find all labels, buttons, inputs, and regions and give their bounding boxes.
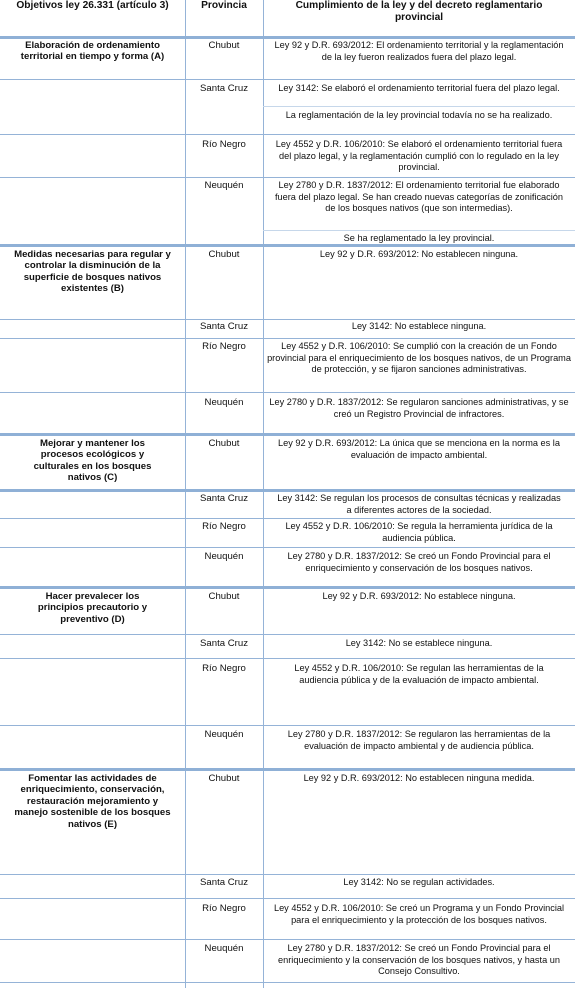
row-province: Río Negro: [202, 521, 246, 532]
row-compliance-text: La reglamentación de la ley provincial todavía no se ha realizado.: [285, 110, 553, 120]
row-province: Chubut: [208, 438, 240, 449]
row-province: Santa Cruz: [200, 877, 248, 888]
row-compliance-text: Ley 3142: Se regulan los procesos de consultas técnicas y realizadas a diferentes actores de la sociedad.: [277, 493, 561, 515]
row-divider: [0, 547, 575, 548]
row-province: Río Negro: [202, 663, 246, 674]
header-province: Provincia: [201, 0, 247, 11]
objective-d: Hacer prevalecer los principios precautorio y preventivo (D): [37, 591, 148, 625]
row-divider: [0, 338, 575, 339]
row-province: Santa Cruz: [200, 493, 248, 504]
row-province: Neuquén: [204, 943, 244, 954]
cell-subdivider: [263, 230, 575, 231]
row-compliance-text: Ley 3142: No se establece ninguna.: [345, 638, 493, 648]
row-compliance-text: Ley 2780 y D.R. 1837/2012: El ordenamiento territorial fue elaborado fuera del plazo legal. Se han creado nuevas categorías de zonificación de los bosques nativos (que son intermedias).: [274, 180, 564, 214]
objective-c: Mejorar y mantener los procesos ecológicos y culturales en los bosques nativos (C): [33, 438, 152, 484]
row-compliance-text: Ley 92 y D.R. 693/2012: No establece ninguna.: [322, 591, 516, 601]
row-compliance-text: Ley 4552 y D.R. 106/2010: Se cumplió con la creación de un Fondo provincial para el enriquecimiento de los bosques nativos, de un Programa de protección, y se fijaron sanciones administrativas.: [267, 341, 571, 375]
row-province: Neuquén: [204, 180, 244, 191]
row-province: Río Negro: [202, 903, 246, 914]
row-divider: [0, 79, 575, 80]
row-compliance-text: Ley 2780 y D.R. 1837/2012: Se creó un Fondo Provincial para el enriquecimiento y conservación de los bosques nativos.: [287, 551, 551, 573]
objective-a: Elaboración de ordenamiento territorial en tiempo y forma (A): [20, 40, 165, 63]
row-compliance-text: Ley 4552 y D.R. 106/2010: Se elaboró el ordenamiento territorial fuera del plazo legal, y la reglamentación cumplió con lo regulado en la ley provincial.: [275, 139, 563, 173]
row-compliance-text: Ley 92 y D.R. 693/2012: No establecen ninguna.: [319, 249, 519, 259]
row-province: Chubut: [208, 773, 240, 784]
section-divider: [0, 433, 575, 436]
row-compliance-text: Ley 3142: No establece ninguna.: [351, 321, 487, 331]
section-divider: [0, 586, 575, 589]
row-divider: [0, 518, 575, 519]
row-province: Neuquén: [204, 397, 244, 408]
row-province: Chubut: [208, 591, 240, 602]
row-compliance-text: Ley 4552 y D.R. 106/2010: Se creó un Programa y un Fondo Provincial para el enriquecimiento y la protección de los bosques nativos.: [273, 903, 565, 925]
row-divider: [0, 725, 575, 726]
row-divider: [0, 939, 575, 940]
section-divider: [0, 489, 575, 492]
row-divider: [0, 177, 575, 178]
row-compliance-text: Ley 2780 y D.R. 1837/2012: Se regularon sanciones administrativas, y se creó un Registro Provincial de infractores.: [269, 397, 569, 419]
row-province: Santa Cruz: [200, 321, 248, 332]
row-divider: [0, 392, 575, 393]
row-province: Neuquén: [204, 729, 244, 740]
row-compliance-text: Ley 92 y D.R. 693/2012: No establecen ninguna medida.: [303, 773, 535, 783]
objective-b: Medidas necesarias para regular y controlar la disminución de la superficie de bosques nativos existentes (B): [14, 249, 171, 295]
row-compliance-text: Ley 4552 y D.R. 106/2010: Se regula la herramienta jurídica de la audiencia pública.: [285, 521, 553, 543]
section-divider: [0, 768, 575, 771]
row-divider: [0, 134, 575, 135]
row-province: Chubut: [208, 40, 240, 51]
row-compliance-text: Ley 92 y D.R. 693/2012: El ordenamiento territorial y la reglamentación de la ley fueron realizados fuera del plazo legal.: [274, 40, 564, 62]
row-compliance-text: Se ha reglamentado la ley provincial.: [343, 233, 495, 243]
row-province: Santa Cruz: [200, 638, 248, 649]
row-province: Neuquén: [204, 551, 244, 562]
row-compliance-text: Ley 4552 y D.R. 106/2010: Se regulan las herramientas de la audiencia pública y de la evaluación de impacto ambiental.: [294, 663, 544, 685]
row-compliance-text: Ley 2780 y D.R. 1837/2012: Se creó un Fondo Provincial para el enriquecimiento y la conservación de los bosques nativos, y hasta un Consejo Consultivo.: [278, 943, 560, 977]
header-compliance: Cumplimiento de la ley y del decreto reglamentario provincial: [295, 0, 543, 23]
row-compliance-text: Ley 2780 y D.R. 1837/2012: Se regularon las herramientas de la evaluación de impacto ambiental y de audiencia pública.: [287, 729, 551, 751]
row-divider: [0, 658, 575, 659]
row-province: Río Negro: [202, 139, 246, 150]
cell-subdivider: [263, 106, 575, 107]
row-divider: [0, 898, 575, 899]
row-compliance-text: Ley 3142: Se elaboró el ordenamiento territorial fuera del plazo legal.: [278, 83, 560, 93]
row-divider: [0, 874, 575, 875]
row-compliance-text: Ley 3142: No se regulan actividades.: [343, 877, 495, 887]
row-divider: [0, 634, 575, 635]
row-divider: [0, 982, 575, 983]
row-divider: [0, 319, 575, 320]
objective-e: Fomentar las actividades de enriquecimiento, conservación, restauración mejoramiento y manejo sostenible de los bosques nativos (E): [14, 773, 171, 830]
header-divider: [0, 36, 575, 39]
row-compliance-text: Ley 92 y D.R. 693/2012: La única que se menciona en la norma es la evaluación de impacto ambiental.: [278, 438, 560, 460]
row-province: Río Negro: [202, 341, 246, 352]
row-province: Santa Cruz: [200, 83, 248, 94]
row-province: Chubut: [208, 249, 240, 260]
header-objectives: Objetivos ley 26.331 (artículo 3): [16, 0, 169, 11]
